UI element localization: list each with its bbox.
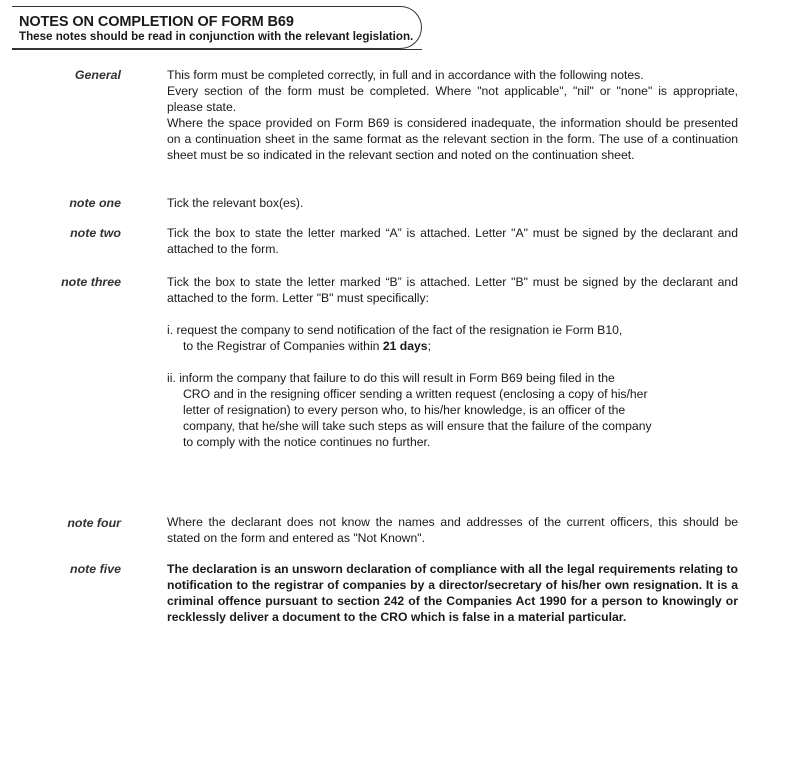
note-three-item-ii-line-2: CRO and in the resigning officer sending a written request (enclosing a copy of his/her (183, 387, 648, 401)
page-title: NOTES ON COMPLETION OF FORM B69 (19, 14, 294, 30)
general-line-3: Where the space provided on Form B69 is considered inadequate, the information should be presented on a continuation sheet in the same format as the relevant section in the form. The use of a continuation sheet must be so indicated in the relevant section and noted on the continuation sheet. (167, 116, 738, 162)
note-three-item-ii-line-3: letter of resignation) to every person who, to his/her knowledge, is an officer of the (183, 403, 626, 417)
general-line-1: This form must be completed correctly, in full and in accordance with the following notes. (167, 68, 644, 82)
note-three-intro: Tick the box to state the letter marked “B” is attached. Letter "B" must be signed by the declarant and attached to the form. Letter "B" must specifically: (167, 275, 738, 305)
note-label-general: General (74, 68, 121, 82)
item-i-text: to the Registrar of Companies within (183, 339, 383, 353)
note-three-item-ii-line-5: to comply with the notice continues no further. (183, 435, 431, 449)
header-box (12, 6, 422, 49)
item-i-end: ; (427, 339, 431, 353)
note-label-four: note four (67, 516, 121, 530)
note-text-five: The declaration is an unsworn declaration of compliance with all the legal requirements relating to notification to the registrar of companies by a director/secretary of his/her own resignation. It is a criminal offence pursuant to section 242 of the Companies Act 1990 for a person to knowingly or recklessly deliver a document to the CRO which is false in a material particular. (167, 562, 738, 624)
note-three-item-i-cont (167, 338, 738, 354)
note-three-item-ii-line-4: company, that he/she will take such steps as will ensure that the failure of the company (183, 419, 652, 433)
page-subtitle: These notes should be read in conjunction with the relevant legislation. (19, 30, 414, 43)
item-i-deadline: 21 days (382, 339, 428, 353)
general-line-2: Every section of the form must be completed. Where "not applicable", "nil" or "none" is appropriate, please state. (167, 84, 738, 114)
note-text-general (167, 67, 738, 163)
note-three-item-i: i. request the company to send notification of the fact of the resignation ie Form B10, (167, 323, 623, 337)
note-three-item-ii-line-1: ii. inform the company that failure to do this will result in Form B69 being filed in the (167, 371, 615, 385)
note-text-four: Where the declarant does not know the names and addresses of the current officers, this should be stated on the form and entered as "Not Known". (167, 515, 738, 545)
header-divider (12, 49, 422, 50)
note-label-five: note five (70, 562, 121, 576)
note-text-three (167, 274, 738, 450)
note-text-two: Tick the box to state the letter marked “A” is attached. Letter "A" must be signed by the declarant and attached to the form. (167, 226, 738, 256)
note-label-three: note three (61, 275, 121, 289)
note-text-one: Tick the relevant box(es). (167, 196, 304, 210)
note-label-one: note one (69, 196, 121, 210)
note-label-two: note two (70, 226, 121, 240)
